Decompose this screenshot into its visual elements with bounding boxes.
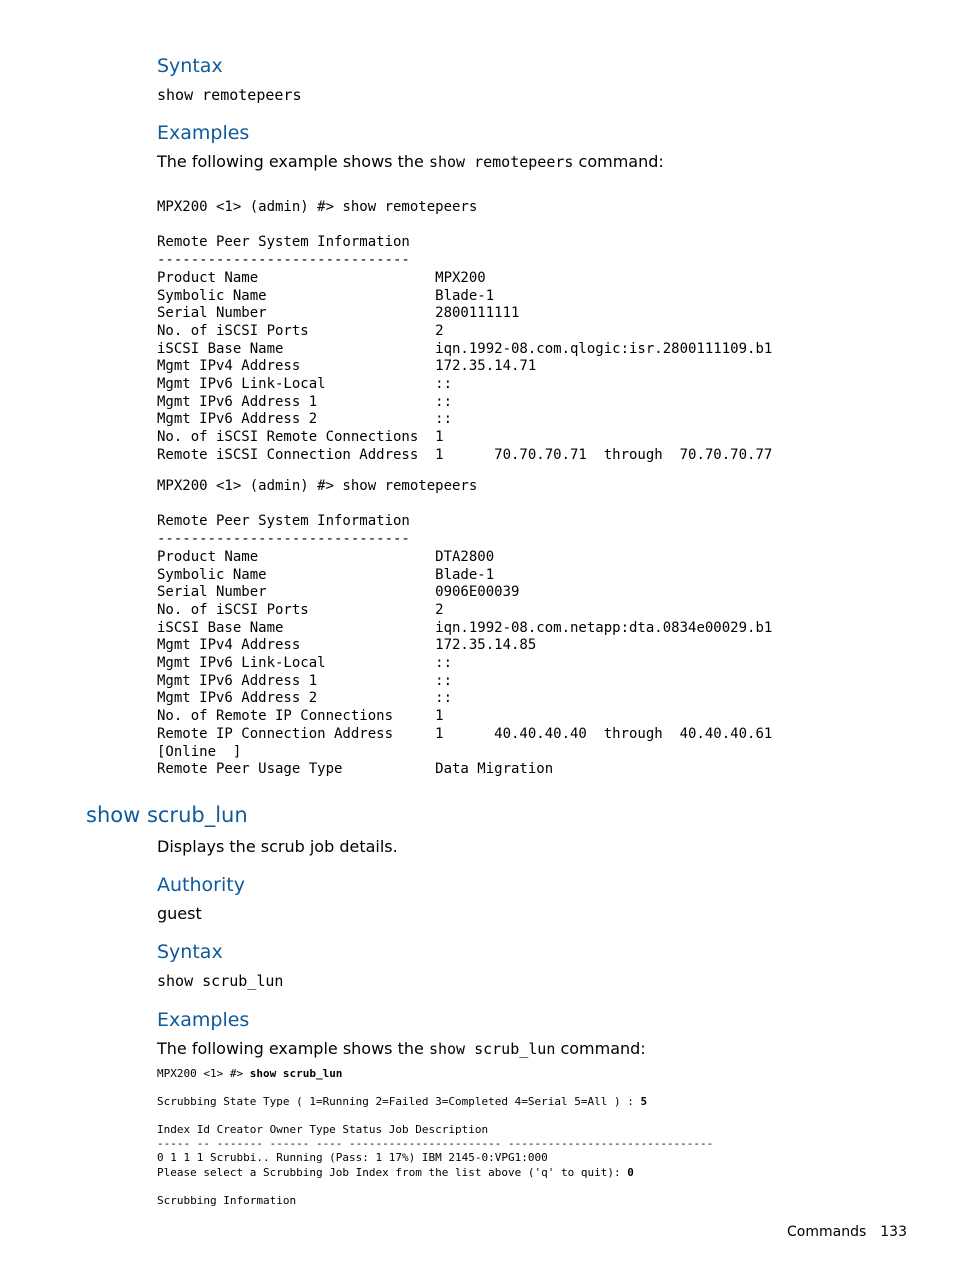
example-intro xyxy=(157,152,664,172)
examples-heading: Examples xyxy=(157,122,250,144)
select-job-prompt: Please select a Scrubbing Job Index from the list above ('q' to quit): xyxy=(157,1166,628,1179)
section-title: show scrub_lun xyxy=(86,803,248,827)
intro-text-post: command: xyxy=(555,1039,646,1058)
scrub-job-table: Index Id Creator Owner Type Status Job Description ----- -- ------- ------ ---- ----------------------- ------------------------------- 0 1 1 1 Scrubbi.. Running (Pass: 1 17%) IBM 2145-0:VPG1:000 xyxy=(157,1123,714,1165)
intro-text-post: command: xyxy=(573,152,664,171)
footer-section: Commands xyxy=(787,1224,867,1240)
syntax-command: show remotepeers xyxy=(157,86,302,104)
state-type-prompt: Scrubbing State Type ( 1=Running 2=Failed 3=Completed 4=Serial 5=All ) : xyxy=(157,1095,641,1108)
state-type-value: 5 xyxy=(640,1095,648,1108)
intro-text-pre: The following example shows the xyxy=(157,152,429,171)
example-prompt-line xyxy=(157,1067,342,1081)
scrubbing-info-line: Scrubbing Information xyxy=(157,1194,297,1207)
examples-heading-scrub: Examples xyxy=(157,1009,250,1031)
example-intro-scrub xyxy=(157,1039,646,1059)
state-type-line xyxy=(157,1095,647,1109)
code-block-mpx200: MPX200 <1> (admin) #> show remotepeers Remote Peer System Information ------------------------------ Product Name MPX200 Symbolic Name Blade-1 Serial Number 2800111111 No. of iSCSI Ports 2 iSCSI Base Name iqn.1992-08.com.qlogic:isr.2800111109.b1 Mgmt IPv4 Address 172.35.14.71 Mgmt IPv6 Link-Local :: Mgmt IPv6 Address 1 :: Mgmt IPv6 Address 2 :: No. of iSCSI Remote Connections 1 Remote iSCSI Connection Address 1 70.70.70.71 through 70.70.70.77 xyxy=(157,199,773,463)
intro-text-pre: The following example shows the xyxy=(157,1039,429,1058)
section-description: Displays the scrub job details. xyxy=(157,837,398,856)
select-job-value: 0 xyxy=(627,1166,634,1179)
intro-command: show remotepeers xyxy=(428,153,574,171)
code-block-dta2800: MPX200 <1> (admin) #> show remotepeers Remote Peer System Information ------------------------------ Product Name DTA2800 Symbolic Name Blade-1 Serial Number 0906E00039 No. of iSCSI Ports 2 iSCSI Base Name iqn.1992-08.com.netapp:dta.0834e00029.b1 Mgmt IPv4 Address 172.35.14.85 Mgmt IPv6 Link-Local :: Mgmt IPv6 Address 1 :: Mgmt IPv6 Address 2 :: No. of Remote IP Connections 1 Remote IP Connection Address 1 40.40.40.40 through 40.40.40.61 [Online ] Remote Peer Usage Type Data Migration xyxy=(157,478,773,778)
syntax-command-scrub: show scrub_lun xyxy=(157,972,284,990)
authority-value: guest xyxy=(157,904,202,923)
prompt-text: MPX200 <1> #> xyxy=(157,1067,250,1080)
syntax-heading: Syntax xyxy=(157,55,223,77)
prompt-command: show scrub_lun xyxy=(249,1067,343,1080)
syntax-heading-scrub: Syntax xyxy=(157,941,223,963)
page-number: 133 xyxy=(880,1224,907,1240)
intro-command: show scrub_lun xyxy=(428,1040,556,1058)
select-job-line xyxy=(157,1166,634,1180)
authority-heading: Authority xyxy=(157,874,245,896)
footer xyxy=(787,1223,907,1241)
